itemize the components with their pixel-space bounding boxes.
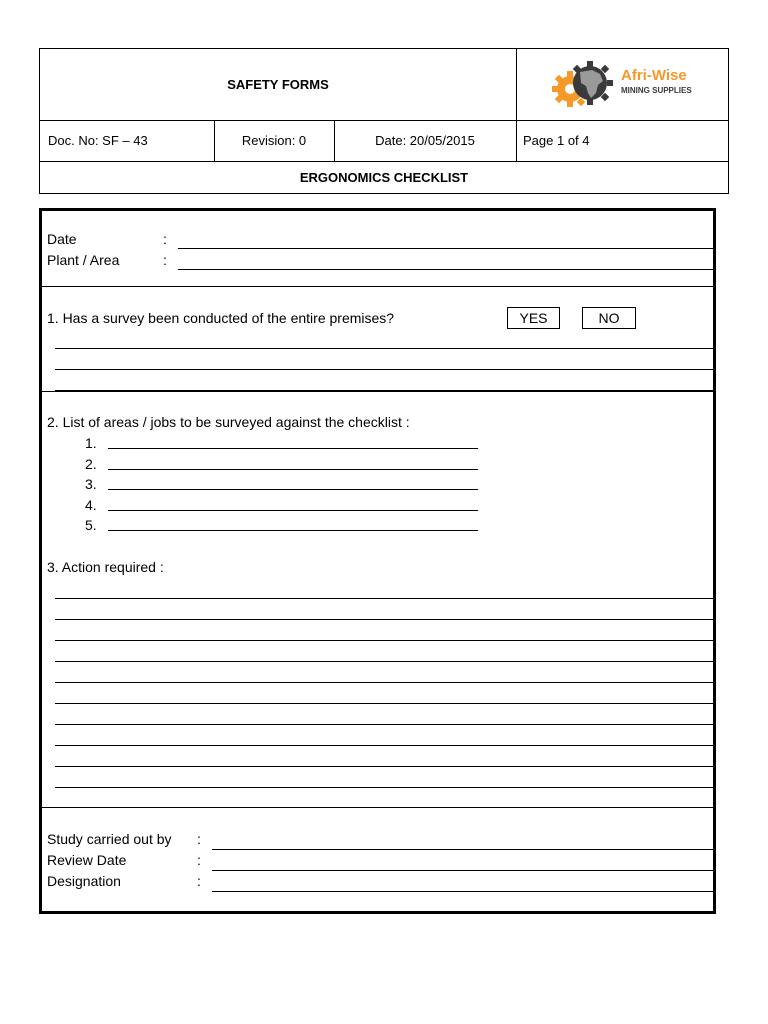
colon: : [197,852,201,868]
plant-area-field[interactable] [178,269,714,270]
revision: Revision: 0 [241,133,307,148]
review-date-field[interactable] [212,870,714,871]
date-field[interactable] [178,248,714,249]
action-line[interactable] [55,661,714,662]
action-line[interactable] [55,787,714,788]
section-divider [42,286,713,287]
action-line[interactable] [55,619,714,620]
list-number: 1. [85,435,97,451]
section-divider [42,807,713,808]
yes-checkbox[interactable]: YES [507,307,560,329]
action-line[interactable] [55,766,714,767]
list-number: 4. [85,497,97,513]
document-header [39,48,729,194]
checklist-form [39,208,716,914]
area-field[interactable] [108,510,478,511]
question-3: 3. Action required : [47,559,164,575]
action-line[interactable] [55,598,714,599]
no-checkbox[interactable]: NO [582,307,636,329]
company-logo [516,49,729,120]
list-number: 2. [85,456,97,472]
date-label: Date [47,231,77,247]
review-date-label: Review Date [47,852,127,868]
gear-africa-icon [548,55,698,115]
area-field[interactable] [108,448,478,449]
list-number: 3. [85,476,97,492]
study-carried-out-field[interactable] [212,849,714,850]
colon: : [197,831,201,847]
action-line[interactable] [55,682,714,683]
area-field[interactable] [108,489,478,490]
colon: : [197,873,201,889]
action-line[interactable] [55,703,714,704]
plant-area-label: Plant / Area [47,252,120,268]
area-field[interactable] [108,469,478,470]
page-number: Page 1 of 4 [523,133,590,148]
doc-number: Doc. No: SF – 43 [48,133,148,148]
section-divider [42,391,713,392]
action-line[interactable] [55,724,714,725]
area-field[interactable] [108,530,478,531]
study-carried-out-label: Study carried out by [47,831,172,847]
form-title: SAFETY FORMS [227,77,329,92]
doc-date: Date: 20/05/2015 [375,133,475,148]
question-1: 1. Has a survey been conducted of the entire premises? [47,310,395,326]
svg-text:MINING SUPPLIES: MINING SUPPLIES [620,85,692,95]
action-line[interactable] [55,640,714,641]
list-number: 5. [85,517,97,533]
q1-answer-line[interactable] [55,369,714,370]
designation-label: Designation [47,873,121,889]
colon: : [163,252,167,268]
checklist-title: ERGONOMICS CHECKLIST [299,169,469,185]
designation-field[interactable] [212,891,714,892]
action-line[interactable] [55,745,714,746]
colon: : [163,231,167,247]
question-2: 2. List of areas / jobs to be surveyed against the checklist : [47,414,410,430]
svg-text:Afri-Wise: Afri-Wise [620,66,687,84]
q1-answer-line[interactable] [55,348,714,349]
